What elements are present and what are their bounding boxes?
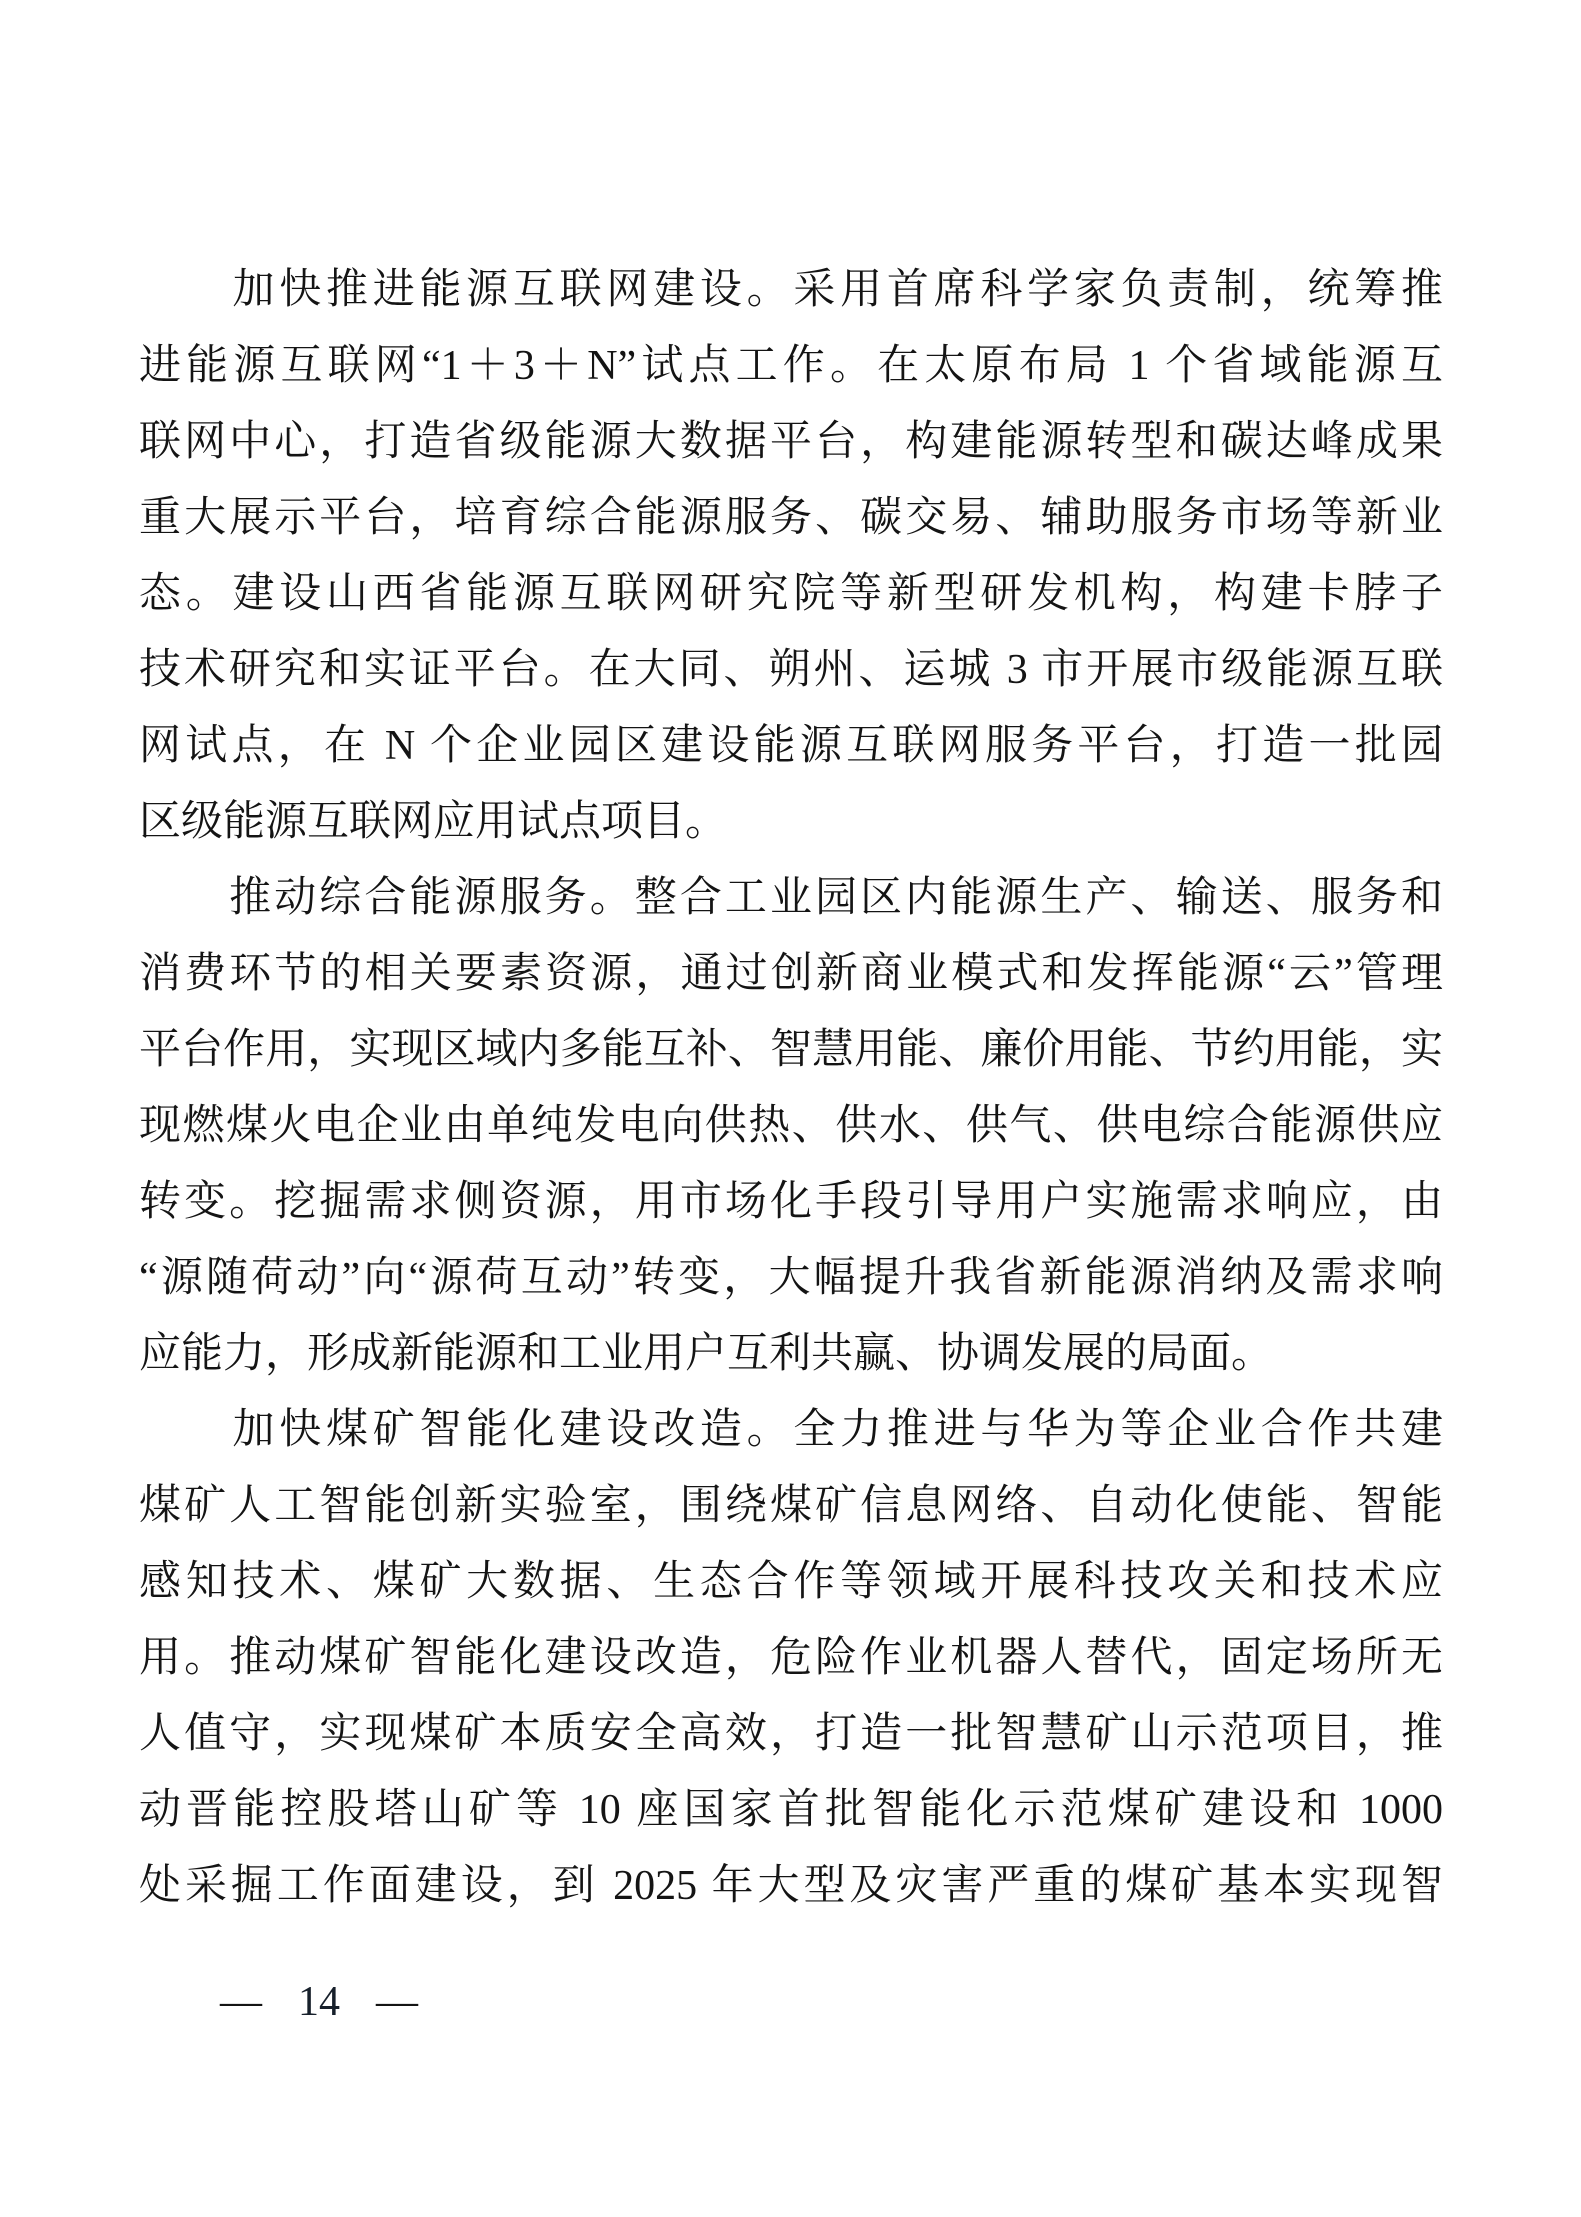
text-line: 进能源互联网“1＋3＋N”试点工作。在太原布局 1 个省域能源互 <box>139 343 1443 389</box>
paragraph <box>139 252 1443 860</box>
text-line: “源随荷动”向“源荷互动”转变，大幅提升我省新能源消纳及需求响 <box>139 1255 1443 1301</box>
text-line: 煤矿人工智能创新实验室，围绕煤矿信息网络、自动化使能、智能 <box>139 1483 1443 1529</box>
text-line: 处采掘工作面建设，到 2025 年大型及灾害严重的煤矿基本实现智 <box>139 1863 1443 1909</box>
text-line: 现燃煤火电企业由单纯发电向供热、供水、供气、供电综合能源供应 <box>139 1103 1443 1149</box>
footer-right-dash: — <box>376 1979 418 2025</box>
text-line: 加快煤矿智能化建设改造。全力推进与华为等企业合作共建 <box>139 1407 1443 1453</box>
text-line: 用。推动煤矿智能化建设改造，危险作业机器人替代，固定场所无 <box>139 1635 1443 1681</box>
text-line: 技术研究和实证平台。在大同、朔州、运城 3 市开展市级能源互联 <box>139 647 1443 693</box>
page-footer <box>220 1972 418 2032</box>
text-line: 应能力，形成新能源和工业用户互利共赢、协调发展的局面。 <box>139 1331 1274 1377</box>
text-line: 动晋能控股塔山矿等 10 座国家首批智能化示范煤矿建设和 1000 <box>139 1787 1443 1833</box>
footer-left-dash: — <box>220 1979 262 2025</box>
page-number: 14 <box>298 1979 340 2025</box>
text-line: 区级能源互联网应用试点项目。 <box>139 799 728 845</box>
document-body <box>139 252 1443 1924</box>
text-line: 平台作用，实现区域内多能互补、智慧用能、廉价用能、节约用能，实 <box>139 1027 1443 1073</box>
text-line: 推动综合能源服务。整合工业园区内能源生产、输送、服务和 <box>139 875 1443 921</box>
text-line: 人值守，实现煤矿本质安全高效，打造一批智慧矿山示范项目，推 <box>139 1711 1443 1757</box>
text-line: 网试点，在 N 个企业园区建设能源互联网服务平台，打造一批园 <box>139 723 1443 769</box>
text-line: 加快推进能源互联网建设。采用首席科学家负责制，统筹推 <box>139 267 1443 313</box>
paragraph <box>139 1392 1443 1924</box>
text-line: 转变。挖掘需求侧资源，用市场化手段引导用户实施需求响应，由 <box>139 1179 1443 1225</box>
text-line: 消费环节的相关要素资源，通过创新商业模式和发挥能源“云”管理 <box>139 951 1443 997</box>
text-line: 感知技术、煤矿大数据、生态合作等领域开展科技攻关和技术应 <box>139 1559 1443 1605</box>
paragraph <box>139 860 1443 1392</box>
text-line: 联网中心，打造省级能源大数据平台，构建能源转型和碳达峰成果 <box>139 419 1443 465</box>
text-line: 态。建设山西省能源互联网研究院等新型研发机构，构建卡脖子 <box>139 571 1443 617</box>
text-line: 重大展示平台，培育综合能源服务、碳交易、辅助服务市场等新业 <box>139 495 1443 541</box>
